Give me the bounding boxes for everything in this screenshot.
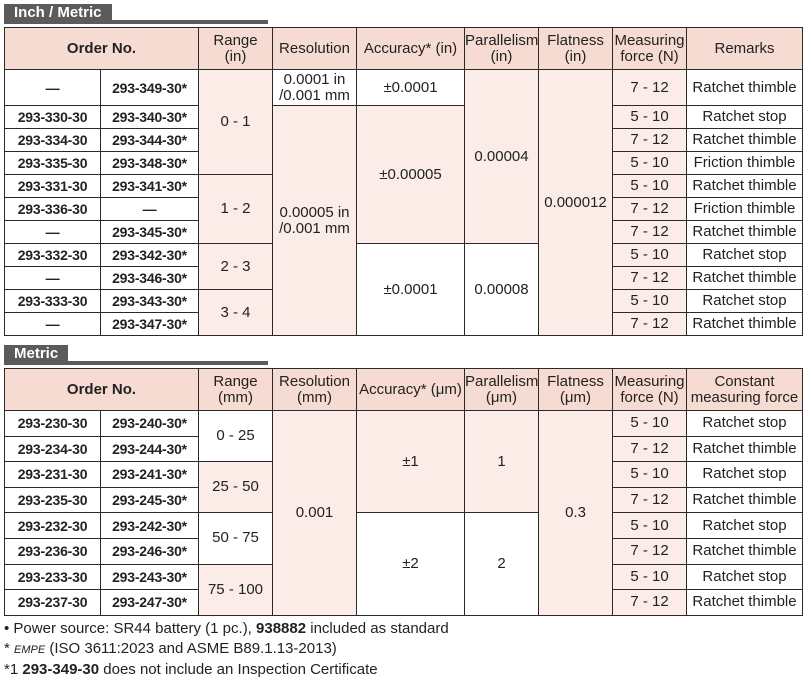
order-no-cell: 293-237-30 [5, 590, 101, 616]
table-row [5, 106, 803, 129]
remarks-cell: Friction thimble [687, 152, 803, 175]
range-cell: 25 - 50 [199, 462, 273, 513]
metric-spec-table [4, 368, 803, 616]
resolution-cell: 0.001 [273, 411, 357, 616]
order-no-cell: 293-333-30 [5, 290, 101, 313]
remarks-cell: Ratchet stop [687, 106, 803, 129]
remarks-cell: Friction thimble [687, 198, 803, 221]
force-cell: 7 - 12 [613, 313, 687, 336]
force-cell: 5 - 10 [613, 564, 687, 590]
force-cell: 7 - 12 [613, 487, 687, 513]
accuracy-cell: ±1 [357, 411, 465, 513]
order-no-cell: — [5, 221, 101, 244]
order-no-cell: 293-336-30 [5, 198, 101, 221]
force-cell: 7 - 12 [613, 198, 687, 221]
range-header: Range (mm) [199, 369, 273, 411]
inch-metric-spec-table [4, 27, 803, 336]
force-cell: 5 - 10 [613, 106, 687, 129]
order-no-header: Order No. [5, 28, 199, 70]
section-title: Inch / Metric [4, 4, 112, 22]
order-no-header: Order No. [5, 369, 199, 411]
order-no-cell: 293-245-30* [101, 487, 199, 513]
remarks-cell: Ratchet thimble [687, 221, 803, 244]
accuracy-header: Accuracy* (μm) [357, 369, 465, 411]
order-no-cell: 293-340-30* [101, 106, 199, 129]
remarks-cell: Ratchet thimble [687, 175, 803, 198]
note-empe: * EMPE (ISO 3611:2023 and ASME B89.1.13-2013) [4, 639, 337, 657]
resolution-cell: 0.0001 in /0.001 mm [273, 70, 357, 106]
order-no-cell: 293-330-30 [5, 106, 101, 129]
note-power-source: • Power source: SR44 battery (1 pc.), 938882 included as standard [4, 620, 449, 637]
range-cell: 0 - 1 [199, 70, 273, 175]
force-cell: 5 - 10 [613, 513, 687, 539]
parallelism-cell: 0.00008 [465, 244, 539, 336]
footnotes [4, 619, 449, 680]
flatness-header: Flatness (in) [539, 28, 613, 70]
force-cell: 5 - 10 [613, 244, 687, 267]
order-no-cell: 293-240-30* [101, 411, 199, 437]
order-no-cell: 293-348-30* [101, 152, 199, 175]
order-no-cell: 293-345-30* [101, 221, 199, 244]
remarks-header: Remarks [687, 28, 803, 70]
force-cell: 5 - 10 [613, 462, 687, 488]
note-inspection-certificate: *1 293-349-30 does not include an Inspection Certificate [4, 661, 378, 678]
order-no-cell: — [5, 313, 101, 336]
table-row [5, 513, 803, 539]
remarks-cell: Ratchet stop [687, 564, 803, 590]
table-row [5, 70, 803, 106]
parallelism-cell: 1 [465, 411, 539, 513]
parallelism-header: Parallelism (μm) [465, 369, 539, 411]
measuring-force-header: Measuring force (N) [613, 369, 687, 411]
order-no-cell: 293-247-30* [101, 590, 199, 616]
order-no-cell: 293-235-30 [5, 487, 101, 513]
order-no-cell: 293-335-30 [5, 152, 101, 175]
order-no-cell: 293-243-30* [101, 564, 199, 590]
force-cell: 7 - 12 [613, 70, 687, 106]
order-no-cell: 293-331-30 [5, 175, 101, 198]
resolution-header: Resolution [273, 28, 357, 70]
accuracy-cell: ±0.0001 [357, 70, 465, 106]
accuracy-cell: ±0.0001 [357, 244, 465, 336]
remarks-cell: Ratchet stop [687, 411, 803, 437]
remarks-header: Constant measuring force [687, 369, 803, 411]
range-cell: 0 - 25 [199, 411, 273, 462]
order-no-cell: 293-349-30* [101, 70, 199, 106]
measuring-force-header: Measuring force (N) [613, 28, 687, 70]
table-row [5, 411, 803, 437]
order-no-cell: 293-231-30 [5, 462, 101, 488]
order-no-cell: 293-233-30 [5, 564, 101, 590]
order-no-cell: 293-236-30 [5, 538, 101, 564]
accuracy-cell: ±0.00005 [357, 106, 465, 244]
force-cell: 5 - 10 [613, 175, 687, 198]
order-no-cell: 293-346-30* [101, 267, 199, 290]
remarks-cell: Ratchet thimble [687, 313, 803, 336]
force-cell: 5 - 10 [613, 152, 687, 175]
remarks-cell: Ratchet thimble [687, 538, 803, 564]
resolution-cell: 0.00005 in /0.001 mm [273, 106, 357, 336]
order-no-cell: 293-334-30 [5, 129, 101, 152]
force-cell: 7 - 12 [613, 221, 687, 244]
table-row [5, 244, 803, 267]
range-cell: 2 - 3 [199, 244, 273, 290]
order-no-cell: 293-332-30 [5, 244, 101, 267]
order-no-cell: — [101, 198, 199, 221]
range-cell: 3 - 4 [199, 290, 273, 336]
remarks-cell: Ratchet thimble [687, 436, 803, 462]
order-no-cell: 293-347-30* [101, 313, 199, 336]
section-title: Metric [4, 345, 68, 363]
order-no-cell: 293-230-30 [5, 411, 101, 437]
flatness-cell: 0.3 [539, 411, 613, 616]
order-no-cell: 293-341-30* [101, 175, 199, 198]
remarks-cell: Ratchet stop [687, 290, 803, 313]
order-no-cell: 293-342-30* [101, 244, 199, 267]
accuracy-cell: ±2 [357, 513, 465, 615]
force-cell: 7 - 12 [613, 129, 687, 152]
parallelism-cell: 0.00004 [465, 70, 539, 244]
flatness-cell: 0.000012 [539, 70, 613, 336]
remarks-cell: Ratchet stop [687, 244, 803, 267]
force-cell: 7 - 12 [613, 538, 687, 564]
force-cell: 5 - 10 [613, 290, 687, 313]
resolution-header: Resolution (mm) [273, 369, 357, 411]
remarks-cell: Ratchet thimble [687, 70, 803, 106]
order-no-cell: 293-244-30* [101, 436, 199, 462]
order-no-cell: 293-241-30* [101, 462, 199, 488]
order-no-cell: 293-246-30* [101, 538, 199, 564]
remarks-cell: Ratchet stop [687, 462, 803, 488]
range-header: Range (in) [199, 28, 273, 70]
force-cell: 7 - 12 [613, 436, 687, 462]
force-cell: 7 - 12 [613, 590, 687, 616]
remarks-cell: Ratchet thimble [687, 267, 803, 290]
remarks-cell: Ratchet thimble [687, 129, 803, 152]
order-no-cell: 293-344-30* [101, 129, 199, 152]
remarks-cell: Ratchet thimble [687, 590, 803, 616]
remarks-cell: Ratchet thimble [687, 487, 803, 513]
order-no-cell: 293-234-30 [5, 436, 101, 462]
order-no-cell: 293-232-30 [5, 513, 101, 539]
range-cell: 50 - 75 [199, 513, 273, 564]
parallelism-header: Parallelism (in) [465, 28, 539, 70]
flatness-header: Flatness (μm) [539, 369, 613, 411]
order-no-cell: 293-242-30* [101, 513, 199, 539]
accuracy-header: Accuracy* (in) [357, 28, 465, 70]
order-no-cell: 293-343-30* [101, 290, 199, 313]
force-cell: 5 - 10 [613, 411, 687, 437]
range-cell: 1 - 2 [199, 175, 273, 244]
parallelism-cell: 2 [465, 513, 539, 615]
order-no-cell: — [5, 267, 101, 290]
order-no-cell: — [5, 70, 101, 106]
remarks-cell: Ratchet stop [687, 513, 803, 539]
range-cell: 75 - 100 [199, 564, 273, 615]
force-cell: 7 - 12 [613, 267, 687, 290]
